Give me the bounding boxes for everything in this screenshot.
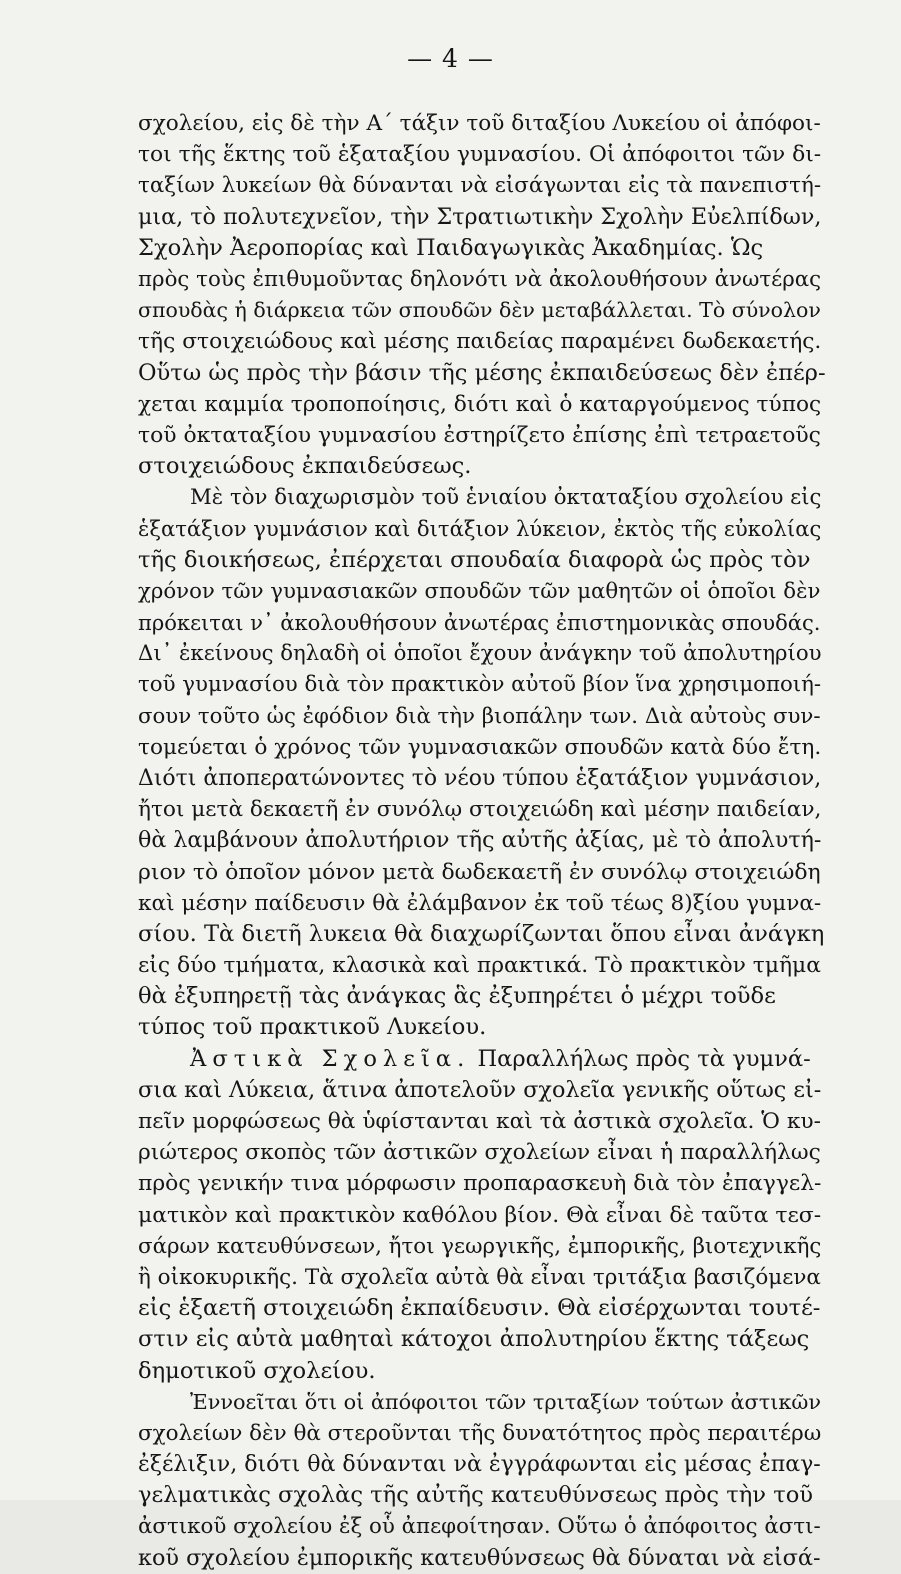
text-line: πρόκειται ν᾽ ἀκολουθήσουν ἀνωτέρας ἐπιστημονικὰς σπουδάς.	[138, 610, 821, 635]
text-line: ματικὸν καὶ πρακτικὸν καθόλου βίον. Θὰ εἶναι δὲ ταῦτα τεσ-	[138, 1202, 822, 1228]
text-line: ἤτοι μετὰ δεκαετῆ ἐν συνόλῳ στοιχειώδη καὶ μέσην παιδείαν,	[138, 797, 822, 823]
text-line: Παραλλήλως πρὸς τὰ γυμνά-	[477, 1045, 811, 1072]
text-line: τῆς διοικήσεως, ἐπέρχεται σπουδαία διαφορὰ ὡς πρὸς τὸν	[138, 546, 811, 573]
text-line: σχολείου, εἰς δὲ τὴν Α´ τάξιν τοῦ διταξίου Λυκείου οἱ ἀπόφοι-	[138, 111, 821, 136]
text-line: Δι᾽ ἐκείνους δηλαδὴ οἱ ὁποῖοι ἔχουν ἀνάγκην τοῦ ἀπολυτηρίου	[138, 641, 822, 667]
text-line: ριώτερος σκοπὸς τῶν ἀστικῶν σχολείων εἶναι ἡ παραλλήλως	[138, 1140, 821, 1166]
text-line: μια, τὸ πολυτεχνεῖον, τὴν Στρατιωτικὴν Σχολὴν Εὐελπίδων,	[138, 203, 822, 230]
paragraph-start-line: Ἐννοεῖται ὅτι οἱ ἀπόφοιτοι τῶν τριταξίων τούτων ἀστικῶν	[190, 1389, 821, 1414]
body-text	[138, 108, 828, 1574]
text-line: χεται καμμία τροποποίησις, διότι καὶ ὁ καταργούμενος τύπος	[138, 391, 822, 417]
text-line: εἰς ἑξαετῆ στοιχειώδη ἐκπαίδευσιν. Θὰ εἰσέρχωνται τουτέ-	[138, 1295, 821, 1322]
text-line: πρὸς γενικήν τινα μόρφωσιν προπαρασκευὴ διὰ τὸν ἐπαγγελ-	[138, 1171, 822, 1197]
text-line: ἐξέλιξιν, διότι θὰ δύνανται νὰ ἐγγράφωνται εἰς μέσας ἐπαγ-	[138, 1452, 821, 1478]
text-line: Διότι ἀποπερατώνοντες τὸ νέου τύπου ἑξατάξιον γυμνάσιον,	[138, 765, 822, 791]
text-line: στιν εἰς αὐτὰ μαθηταὶ κάτοχοι ἀπολυτηρίου ἕκτης τάξεως	[138, 1326, 810, 1353]
text-line: καὶ μέσην παίδευσιν θὰ ἐλάμβανον ἐκ τοῦ τέως 8)ξίου γυμνα-	[138, 890, 822, 916]
text-line: τῆς στοιχειώδους καὶ μέσης παιδείας παραμένει δωδεκαετής.	[138, 329, 822, 355]
text-line: Οὕτω ὡς πρὸς τὴν βάσιν τῆς μέσης ἐκπαιδεύσεως δὲν ἐπέρ-	[138, 359, 826, 386]
text-line: σουν τοῦτο ὡς ἐφόδιον διὰ τὴν βιοπάλην των. Διὰ αὐτοὺς συν-	[138, 703, 821, 729]
text-line: τοῦ γυμνασίου διὰ τὸν πρακτικὸν αὐτοῦ βίον ἵνα χρησιμοποιή-	[138, 672, 822, 698]
text-line: ἀστικοῦ σχολείου ἐξ οὗ ἀπεφοίτησαν. Οὕτω ὁ ἀπόφοιτος ἀστι-	[138, 1514, 821, 1540]
text-line: τομεύεται ὁ χρόνος τῶν γυμνασιακῶν σπουδῶν κατὰ δύο ἔτη.	[138, 734, 822, 760]
text-line: κοῦ σχολείου ἐμπορικῆς κατευθύνσεως θὰ δύναται νὰ εἰσά-	[138, 1544, 821, 1571]
text-line: γελματικὰς σχολὰς τῆς αὐτῆς κατευθύνσεως πρὸς τὴν τοῦ	[138, 1482, 814, 1509]
page-number: — 4 —	[407, 44, 494, 73]
text-line: τύπος τοῦ πρακτικοῦ Λυκείου.	[138, 1014, 487, 1041]
text-line: σια καὶ Λύκεια, ἅτινα ἀποτελοῦν σχολεῖα γενικῆς οὕτως εἰ-	[138, 1076, 822, 1103]
section-heading: Ἀστικὰ Σχολεῖα.	[190, 1045, 471, 1072]
text-line: Σχολὴν Ἀεροπορίας καὶ Παιδαγωγικὰς Ἀκαδημίας. Ὡς	[138, 234, 764, 261]
text-line: σάρων κατευθύνσεων, ἤτοι γεωργικῆς, ἐμπορικῆς, βιοτεχνικῆς	[138, 1233, 822, 1259]
text-line: τοι τῆς ἕκτης τοῦ ἑξαταξίου γυμνασίου. Οἱ ἀπόφοιτοι τῶν δι-	[138, 142, 822, 168]
text-line: θὰ λαμβάνουν ἀπολυτήριον τῆς αὐτῆς ἀξίας, μὲ τὸ ἀπολυτή-	[138, 827, 822, 854]
text-line: σχολείων δὲν θὰ στεροῦνται τῆς δυνατότητος πρὸς περαιτέρω	[138, 1420, 822, 1446]
text-line: σίου. Τὰ διετῆ λυκεια θὰ διαχωρίζωνται ὅπου εἶναι ἀνάγκη	[138, 920, 825, 947]
text-line: πεῖν μορφώσεως θὰ ὑφίστανται καὶ τὰ ἀστικὰ σχολεῖα. Ὁ κυ-	[138, 1109, 821, 1134]
text-line: δημοτικοῦ σχολείου.	[138, 1357, 376, 1384]
text-line: ἢ οἰκοκυρικῆς. Τὰ σχολεῖα αὐτὰ θὰ εἶναι τριτάξια βασιζόμενα	[138, 1264, 821, 1290]
text-line: ριον τὸ ὁποῖον μόνον μετὰ δωδεκαετῆ ἐν συνόλῳ στοιχειώδη	[138, 859, 821, 885]
text-line: χρόνον τῶν γυμνασιακῶν σπουδῶν τῶν μαθητῶν οἱ ὁποῖοι δὲν	[138, 578, 821, 604]
text-line: τοῦ ὀκταταξίου γυμνασίου ἐστηρίζετο ἐπίσης ἐπὶ τετραετοῦς	[138, 422, 821, 448]
paragraph-start-line: Μὲ τὸν διαχωρισμὸν τοῦ ἑνιαίου ὀκταταξίου σχολείου εἰς	[190, 485, 822, 511]
text-line: εἰς δύο τμήματα, κλασικὰ καὶ πρακτικά. Τὸ πρακτικὸν τμῆμα	[138, 953, 821, 979]
text-line: ταξίων λυκείων θὰ δύνανται νὰ εἰσάγωνται εἰς τὰ πανεπιστή-	[138, 173, 822, 199]
text-line: πρὸς τοὺς ἐπιθυμοῦντας δηλονότι νὰ ἀκολουθήσουν ἀνωτέρας	[138, 266, 822, 292]
text-line: θὰ ἐξυπηρετῇ τὰς ἀνάγκας ἃς ἐξυπηρέτει ὁ μέχρι τοῦδε	[138, 983, 776, 1010]
section-heading-line	[138, 1044, 828, 1075]
text-line: στοιχειώδους ἐκπαιδεύσεως.	[138, 453, 472, 480]
text-line: ἑξατάξιον γυμνάσιον καὶ διτάξιον λύκειον, ἐκτὸς τῆς εὐκολίας	[138, 516, 822, 542]
text-line: σπουδὰς ἡ διάρκεια τῶν σπουδῶν δὲν μεταβάλλεται. Τὸ σύνολον	[138, 298, 821, 323]
